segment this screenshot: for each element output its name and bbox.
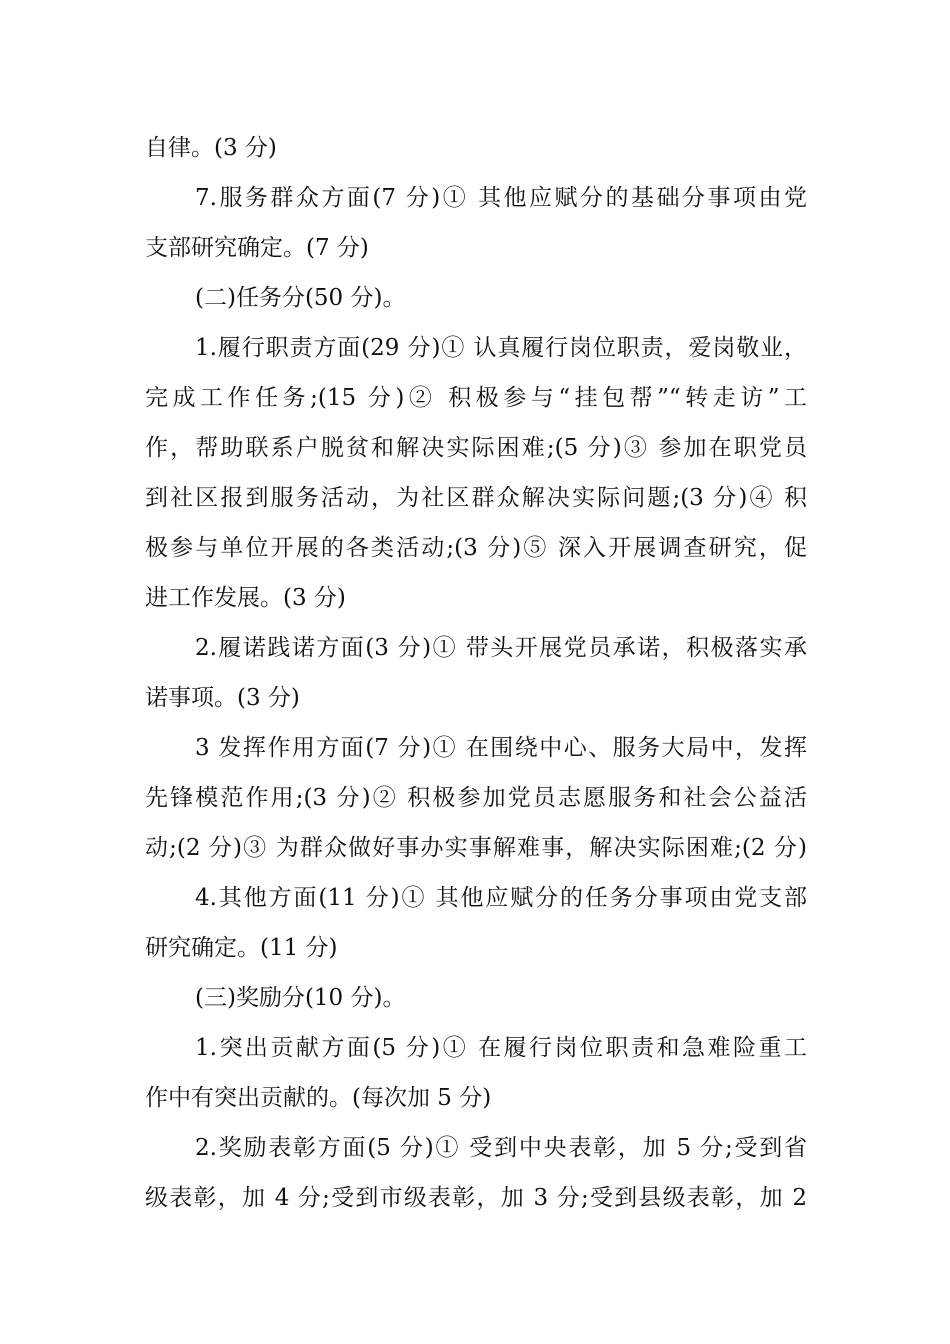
text-line-6: 完成工作任务;(15 分)② 积极参与“挂包帮”“转走访”工 — [145, 385, 807, 411]
section-heading-tasks: (二)任务分(50 分)。 — [195, 285, 406, 311]
text-line-10: 进工作发展。(3 分) — [145, 585, 346, 611]
text-line-16: 4.其他方面(11 分)① 其他应赋分的任务分事项由党支部 — [195, 885, 807, 911]
text-line-9: 极参与单位开展的各类活动;(3 分)⑤ 深入开展调查研究，促 — [145, 535, 807, 561]
text-line-13: 3 发挥作用方面(7 分)① 在围绕中心、服务大局中，发挥 — [195, 735, 807, 761]
text-line-8: 到社区报到服务活动，为社区群众解决实际问题;(3 分)④ 积 — [145, 485, 807, 511]
text-line-5: 1.履行职责方面(29 分)① 认真履行岗位职责，爱岗敬业， — [195, 335, 807, 361]
text-line-12: 诺事项。(3 分) — [145, 685, 300, 711]
text-line-7: 作，帮助联系户脱贫和解决实际困难;(5 分)③ 参加在职党员 — [145, 435, 807, 461]
text-line-2: 7.服务群众方面(7 分)① 其他应赋分的基础分事项由党 — [195, 185, 807, 211]
text-line-20: 作中有突出贡献的。(每次加 5 分) — [145, 1085, 492, 1111]
text-line-15: 动;(2 分)③ 为群众做好事办实事解难事，解决实际困难;(2 分) — [145, 835, 807, 861]
text-line-14: 先锋模范作用;(3 分)② 积极参加党员志愿服务和社会公益活 — [145, 785, 807, 811]
text-line-3: 支部研究确定。(7 分) — [145, 235, 369, 261]
section-heading-rewards: (三)奖励分(10 分)。 — [195, 985, 406, 1011]
text-line-17: 研究确定。(11 分) — [145, 935, 338, 961]
text-line-21: 2.奖励表彰方面(5 分)① 受到中央表彰，加 5 分;受到省 — [195, 1135, 807, 1161]
text-line-1: 自律。(3 分) — [145, 135, 277, 161]
text-line-11: 2.履诺践诺方面(3 分)① 带头开展党员承诺，积极落实承 — [195, 635, 807, 661]
text-line-19: 1.突出贡献方面(5 分)① 在履行岗位职责和急难险重工 — [195, 1035, 807, 1061]
text-line-22: 级表彰，加 4 分;受到市级表彰，加 3 分;受到县级表彰，加 2 — [145, 1185, 807, 1211]
